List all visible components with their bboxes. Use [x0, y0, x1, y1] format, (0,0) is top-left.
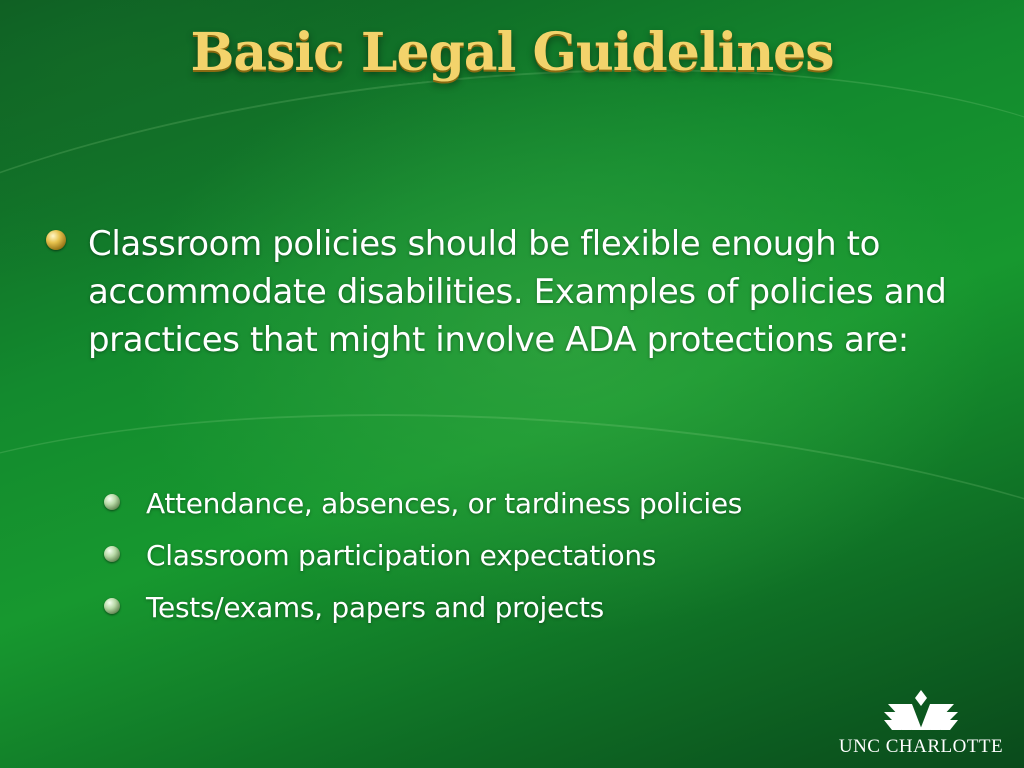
main-bullet-icon: [46, 230, 66, 250]
logo-wordmark: UNC CHARLOTTE: [838, 736, 1004, 757]
sub-bullet-icon: [104, 598, 120, 614]
sub-bullet-text: Attendance, absences, or tardiness policies: [146, 487, 743, 520]
main-bullet-text: Classroom policies should be flexible enough to accommodate disabilities. Examples of policies and practices that might involve ADA protections are:: [88, 224, 947, 360]
sub-bullet-icon: [104, 546, 120, 562]
unc-charlotte-logo: [826, 690, 1016, 762]
slide-title: Basic Legal Guidelines: [190, 22, 834, 83]
sub-bullet-text: Tests/exams, papers and projects: [146, 591, 604, 624]
sub-bullet-text: Classroom participation expectations: [146, 539, 657, 572]
sub-bullet-icon: [104, 494, 120, 510]
unc-charlotte-crown-icon: [826, 690, 1016, 734]
